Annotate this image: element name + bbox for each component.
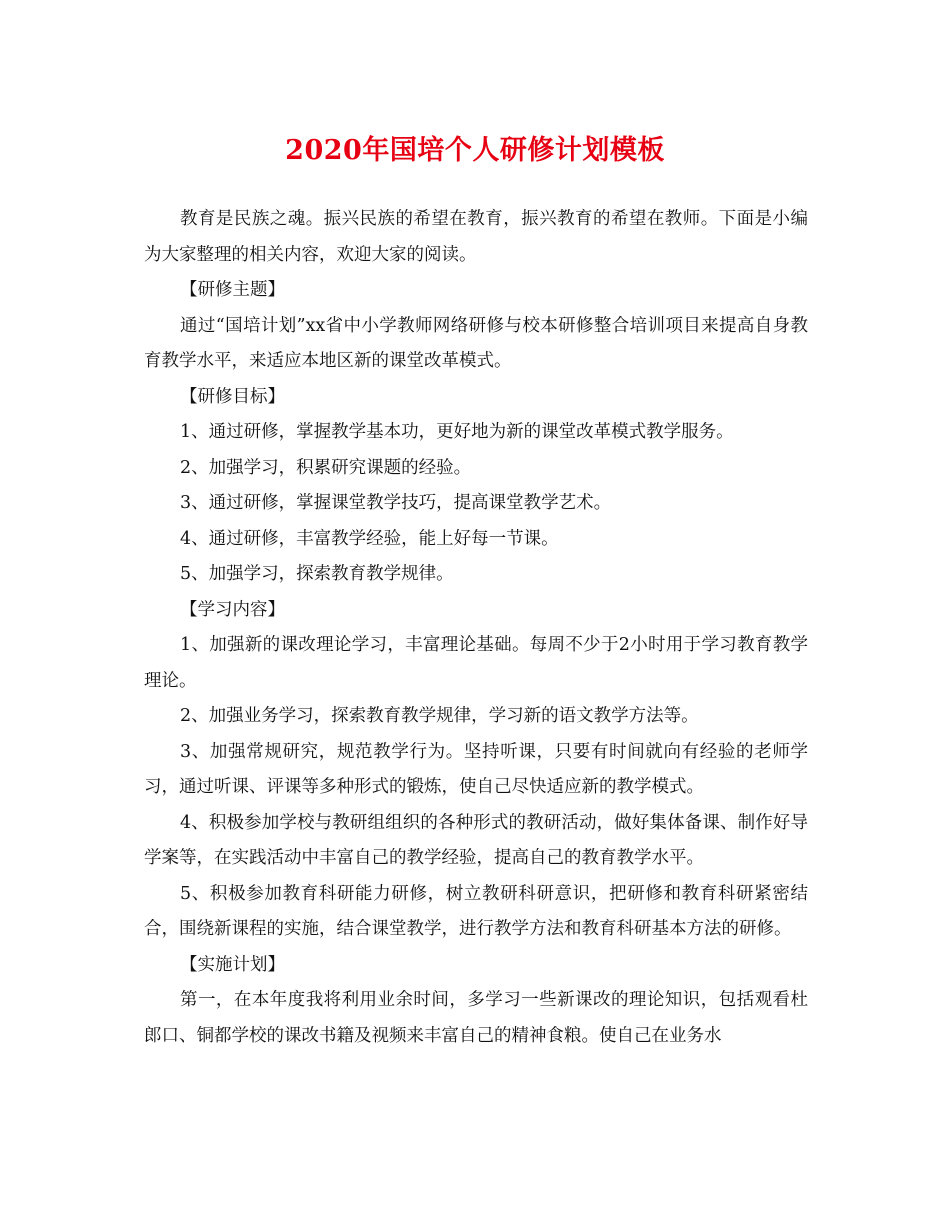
paragraph-intro: 教育是民族之魂。振兴民族的希望在教育，振兴教育的希望在教师。下面是小编为大家整理的相关内容，欢迎大家的阅读。 (144, 209, 808, 265)
list-item: 5、积极参加教育科研能力研修，树立教研科研意识，把研修和教育科研紧密结合，围绕新课程的实施，结合课堂教学，进行教学方法和教育科研基本方法的研修。 (144, 883, 808, 939)
document-body (144, 202, 808, 1054)
paragraph: 通过“国培计划”xx省中小学教师网络研修与校本研修整合培训项目来提高自身教育教学水平，来适应本地区新的课堂改革模式。 (144, 315, 808, 371)
list-item: 1、通过研修，掌握教学基本功，更好地为新的课堂改革模式教学服务。 (180, 422, 734, 442)
list-item: 3、加强常规研究，规范教学行为。坚持听课，只要有时间就向有经验的老师学习，通过听课、评课等多种形式的锻炼，使自己尽快适应新的教学模式。 (144, 741, 808, 797)
list-item: 4、积极参加学校与教研组组织的各种形式的教研活动，做好集体备课、制作好导学案等，在实践活动中丰富自己的教学经验，提高自己的教育教学水平。 (144, 812, 808, 868)
list-item: 1、加强新的课改理论学习，丰富理论基础。每周不少于2小时用于学习教育教学理论。 (144, 635, 808, 691)
section-heading: 【实施计划】 (180, 954, 285, 975)
section-heading: 【学习内容】 (180, 599, 285, 620)
list-item: 5、加强学习，探索教育教学规律。 (180, 564, 454, 584)
list-item: 2、加强学习，积累研究课题的经验。 (180, 457, 472, 478)
list-item: 3、通过研修，掌握课堂教学技巧，提高课堂教学艺术。 (180, 493, 612, 513)
list-item: 4、通过研修，丰富教学经验，能上好每一节课。 (180, 528, 559, 549)
paragraph: 第一，在本年度我将利用业余时间，多学习一些新课改的理论知识，包括观看杜郎口、铜都学校的课改书籍及视频来丰富自己的精神食粮。使自己在业务水 (144, 990, 808, 1046)
list-item: 2、加强业务学习，探索教育教学规律，学习新的语文教学方法等。 (180, 706, 699, 726)
section-heading: 【研修目标】 (180, 386, 285, 407)
document-title: 2020年国培个人研修计划模板 (285, 135, 665, 166)
section-heading: 【研修主题】 (180, 280, 285, 300)
